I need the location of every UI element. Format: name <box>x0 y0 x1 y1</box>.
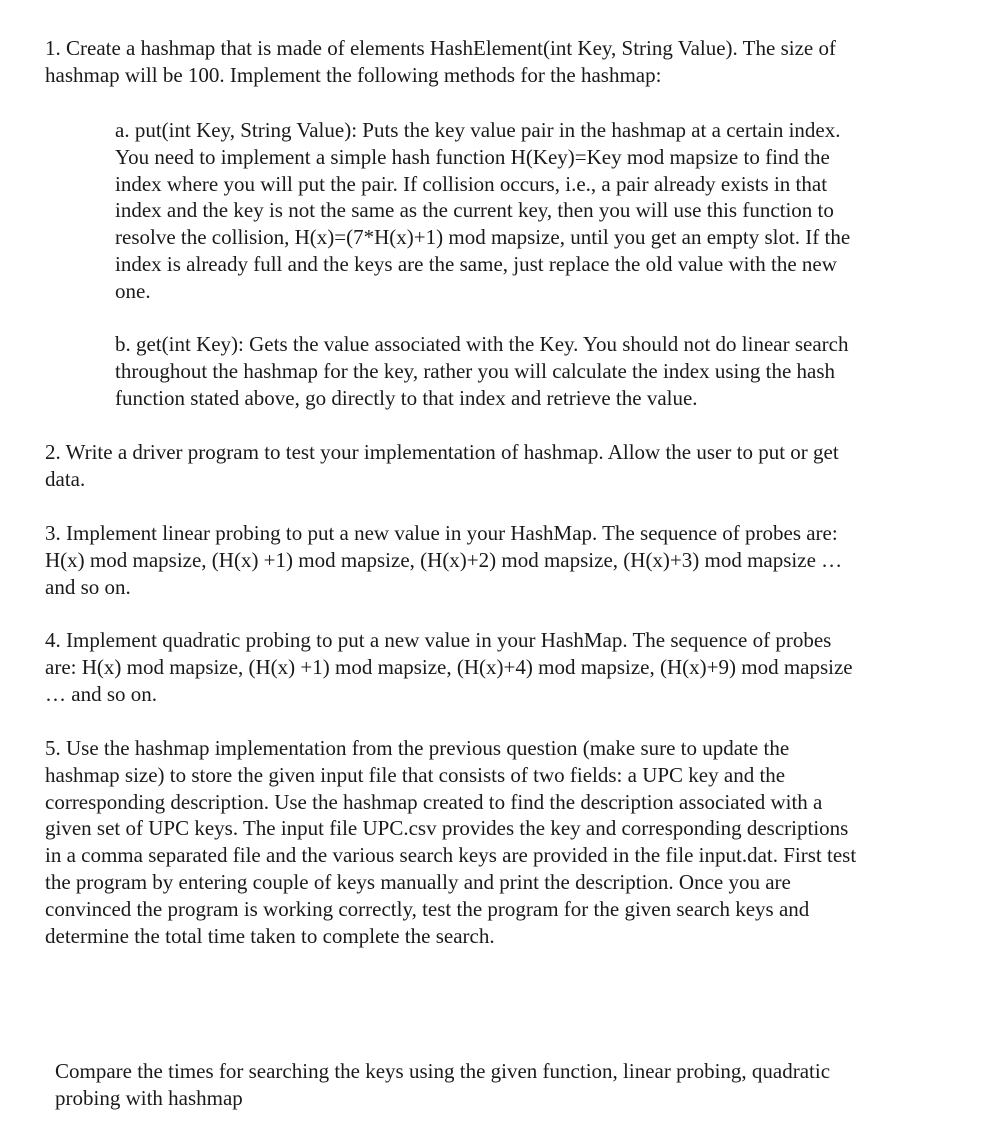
comparison-task <box>55 1058 830 1112</box>
text-line: hashmap size) to store the given input file that consists of two fields: a UPC key and the <box>45 762 786 787</box>
text-line: and so on. <box>45 574 131 599</box>
text-line: convinced the program is working correctly, test the program for the given search keys and <box>45 896 810 921</box>
text-line: H(x) mod mapsize, (H(x) +1) mod mapsize, (H(x)+2) mod mapsize, (H(x)+3) mod mapsize … <box>45 547 843 572</box>
text-line: probing with hashmap <box>55 1085 243 1110</box>
text-line: resolve the collision, H(x)=(7*H(x)+1) mod mapsize, until you get an empty slot. If the <box>115 225 851 250</box>
text-line: hashmap will be 100. Implement the following methods for the hashmap: <box>45 62 662 87</box>
text-line: function stated above, go directly to that index and retrieve the value. <box>115 385 698 410</box>
text-line: index where you will put the pair. If collision occurs, i.e., a pair already exists in that <box>115 171 828 196</box>
text-line: in a comma separated file and the various search keys are provided in the file input.dat. First test <box>45 843 857 868</box>
text-line: are: H(x) mod mapsize, (H(x) +1) mod mapsize, (H(x)+4) mod mapsize, (H(x)+9) mod mapsize <box>45 654 853 679</box>
text-line: throughout the hashmap for the key, rather you will calculate the index using the hash <box>115 358 836 383</box>
question-1 <box>45 35 836 89</box>
text-line: 4. Implement quadratic probing to put a new value in your HashMap. The sequence of probes <box>45 628 832 652</box>
text-line: data. <box>45 466 86 491</box>
question-1b-get <box>115 331 848 411</box>
text-line: 3. Implement linear probing to put a new value in your HashMap. The sequence of probes are: <box>45 521 838 545</box>
text-line: corresponding description. Use the hashmap created to find the description associated with a <box>45 789 823 814</box>
text-line: one. <box>115 278 151 303</box>
text-line: 2. Write a driver program to test your implementation of hashmap. Allow the user to put or get <box>45 440 839 464</box>
question-1a-put <box>115 117 850 305</box>
question-5 <box>45 735 856 949</box>
question-4 <box>45 627 853 707</box>
text-line: given set of UPC keys. The input file UPC.csv provides the key and corresponding descriptions <box>45 816 849 841</box>
text-line: the program by entering couple of keys manually and print the description. Once you are <box>45 869 791 894</box>
text-line: a. put(int Key, String Value): Puts the key value pair in the hashmap at a certain index. <box>115 118 841 142</box>
text-line: b. get(int Key): Gets the value associated with the Key. You should not do linear search <box>115 332 849 356</box>
text-line: index is already full and the keys are the same, just replace the old value with the new <box>115 251 837 276</box>
text-line: … and so on. <box>45 681 157 706</box>
text-line: 1. Create a hashmap that is made of elements HashElement(int Key, String Value). The size of <box>45 36 836 60</box>
question-2 <box>45 439 839 493</box>
text-line: index and the key is not the same as the current key, then you will use this function to <box>115 198 834 223</box>
question-3 <box>45 520 842 600</box>
text-line: Compare the times for searching the keys using the given function, linear probing, quadratic <box>55 1059 831 1083</box>
text-line: 5. Use the hashmap implementation from the previous question (make sure to update the <box>45 736 790 760</box>
text-line: determine the total time taken to complete the search. <box>45 923 495 948</box>
text-line: You need to implement a simple hash function H(Key)=Key mod mapsize to find the <box>115 144 830 169</box>
